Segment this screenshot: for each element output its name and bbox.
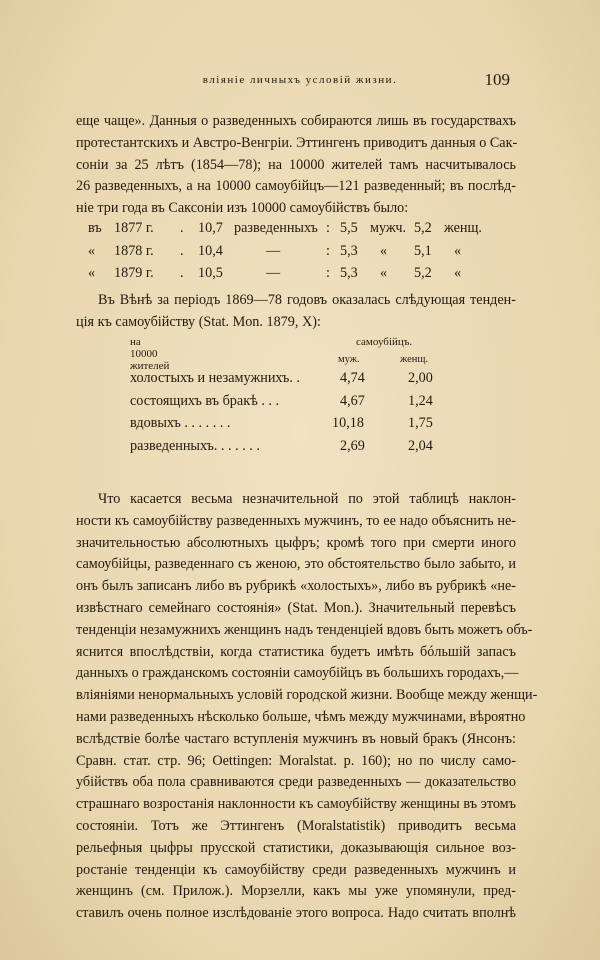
column-female: женщ. <box>400 354 429 365</box>
colon: : <box>326 220 330 236</box>
page-number: 109 <box>484 70 510 89</box>
separator-dot: . <box>180 242 184 259</box>
header-right: самоубійцъ. <box>356 336 413 348</box>
header-left: на 10000 жителей <box>130 336 170 372</box>
female-value: 2,00 <box>408 370 433 386</box>
year-prefix: « <box>88 242 96 259</box>
row-label: состоящихъ въ бракѣ . . . <box>130 392 280 409</box>
text-line: тенденціи незамужнихъ женщинъ надъ тенденціей вдовъ быть можетъ объ- <box>76 621 533 638</box>
male-unit: « <box>380 242 388 259</box>
paragraph-2 <box>76 290 516 334</box>
divorced-label: — <box>266 242 281 259</box>
column-male: муж. <box>338 354 360 365</box>
text-line: женщинъ (см. Прилож.). Морзелли, какъ мы уже упомянули, пред- <box>76 883 516 900</box>
text-line: еще чаще». Данныя о разведенныхъ собираются лишь въ государствахъ <box>76 113 516 129</box>
text-line: значительностью абсолютныхъ цыфръ; кромѣ того при смерти иного <box>76 534 516 551</box>
text-line: онъ былъ записанъ либо въ рубрикѣ «холостыхъ», либо въ рубрикѣ «не- <box>76 578 516 595</box>
text-line: вліяніями ненормальныхъ условій городской жизни. Вообще между женщи- <box>76 687 538 704</box>
divorced-value: 10,5 <box>198 265 223 281</box>
divorced-label: разведенныхъ <box>234 220 318 236</box>
paragraph-3 <box>76 489 538 925</box>
row-label: холостыхъ и незамужнихъ. . <box>130 370 300 386</box>
female-value: 5,1 <box>414 242 432 259</box>
colon: : <box>326 265 330 281</box>
text-line: рельефныя цыфры прусской статистики, доказывающія сильное воз- <box>76 839 516 856</box>
year: 1877 г. <box>114 220 154 236</box>
divorced-value: 10,4 <box>198 242 223 259</box>
text-line: данныхъ о гражданскомъ состояніи самоубійцъ въ большихъ городахъ,— <box>76 665 519 682</box>
text-line: ція къ самоубійству (Stat. Mon. 1879, X): <box>76 313 321 330</box>
text-line: ніе три года въ Саксоніи изъ 10000 самоубійствъ было: <box>76 200 409 217</box>
separator-dot: . <box>180 265 184 281</box>
text-line: извѣстнаго семейнаго состоянія» (Stat. Mon.). Значительный перевѣсъ <box>76 599 516 616</box>
text-line: самоубійцы, разведеннаго съ женою, это обстоятельство было забыто, и <box>76 556 516 573</box>
male-value: 10,18 <box>332 415 364 431</box>
text-line: соніи за 25 лѣтъ (1854—78); на 10000 жителей тамъ насчитывалось <box>76 156 516 173</box>
male-value: 4,74 <box>340 370 365 386</box>
female-value: 1,75 <box>408 415 433 431</box>
row-label: вдовыхъ . . . . . . . <box>130 415 231 431</box>
separator-dot: . <box>180 220 184 236</box>
year-prefix: « <box>88 265 96 281</box>
text-line: Что касается весьма незначительной по этой таблицѣ наклон- <box>98 491 516 507</box>
text-line: Въ Вѣнѣ за періодъ 1869—78 годовъ оказалась слѣдующая тенден- <box>98 292 516 308</box>
year: 1878 г. <box>114 242 154 259</box>
text-line: ставилъ очень полное изслѣдованіе этого вопроса. Надо считать вполнѣ <box>76 905 516 922</box>
text-line: ростаніе тенденціи къ самоубійству среди разведенныхъ мужчинъ и <box>76 861 516 878</box>
divorced-label: — <box>266 265 281 281</box>
female-unit: « <box>454 265 462 281</box>
paragraph-1 <box>76 111 516 220</box>
male-value: 4,67 <box>340 392 365 409</box>
text-line: 26 разведенныхъ, а на 10000 самоубійцъ—121 разведенный; въ послѣд- <box>76 178 516 195</box>
male-value: 2,69 <box>340 437 365 454</box>
female-unit: « <box>454 242 462 259</box>
text-line: ности къ самоубійству разведенныхъ мужчинъ, то ее надо объяснить не- <box>76 512 516 529</box>
female-value: 2,04 <box>408 437 433 454</box>
female-value: 1,24 <box>408 392 433 409</box>
row-label: разведенныхъ. . . . . . . <box>130 437 260 454</box>
male-value: 5,5 <box>340 220 358 236</box>
text-line: Сравн. стат. стр. 96; Oettingen: Moralstat. p. 160); но по числу само- <box>76 752 516 769</box>
text-line: состояніи. Тотъ же Эттингенъ (Moralstatistik) приводитъ весьма <box>76 817 516 834</box>
male-unit: мужч. <box>370 220 407 236</box>
text-line: убійствъ оба пола сравниваются среди разведенныхъ — доказательство <box>76 774 516 791</box>
female-unit: женщ. <box>444 220 482 236</box>
divorced-value: 10,7 <box>198 220 223 236</box>
text-line: нами разведенныхъ нѣсколько больше, чѣмъ между мужчинами, вѣроятно <box>76 708 526 725</box>
colon: : <box>326 242 330 259</box>
male-value: 5,3 <box>340 265 358 281</box>
male-value: 5,3 <box>340 242 358 259</box>
female-value: 5,2 <box>414 265 432 281</box>
male-unit: « <box>380 265 388 281</box>
running-title: вліяніе личныхъ условій жизни. <box>202 74 398 86</box>
text-line: протестантскихъ и Австро-Венгріи. Эттингенъ приводитъ данныя о Сак- <box>76 134 518 151</box>
text-line: яснится впослѣдствіи, когда статистика будетъ имѣть бóльшій запасъ <box>76 643 516 660</box>
year-prefix: въ <box>88 220 102 236</box>
year: 1879 г. <box>114 265 154 281</box>
text-line: страшнаго возростанія наклонности къ самоубійству женщины въ этомъ <box>76 796 516 813</box>
text-line: вслѣдствіе болѣе частаго вступленія мужчинъ въ новый бракъ (Янсонъ: <box>76 730 516 747</box>
female-value: 5,2 <box>414 220 432 236</box>
